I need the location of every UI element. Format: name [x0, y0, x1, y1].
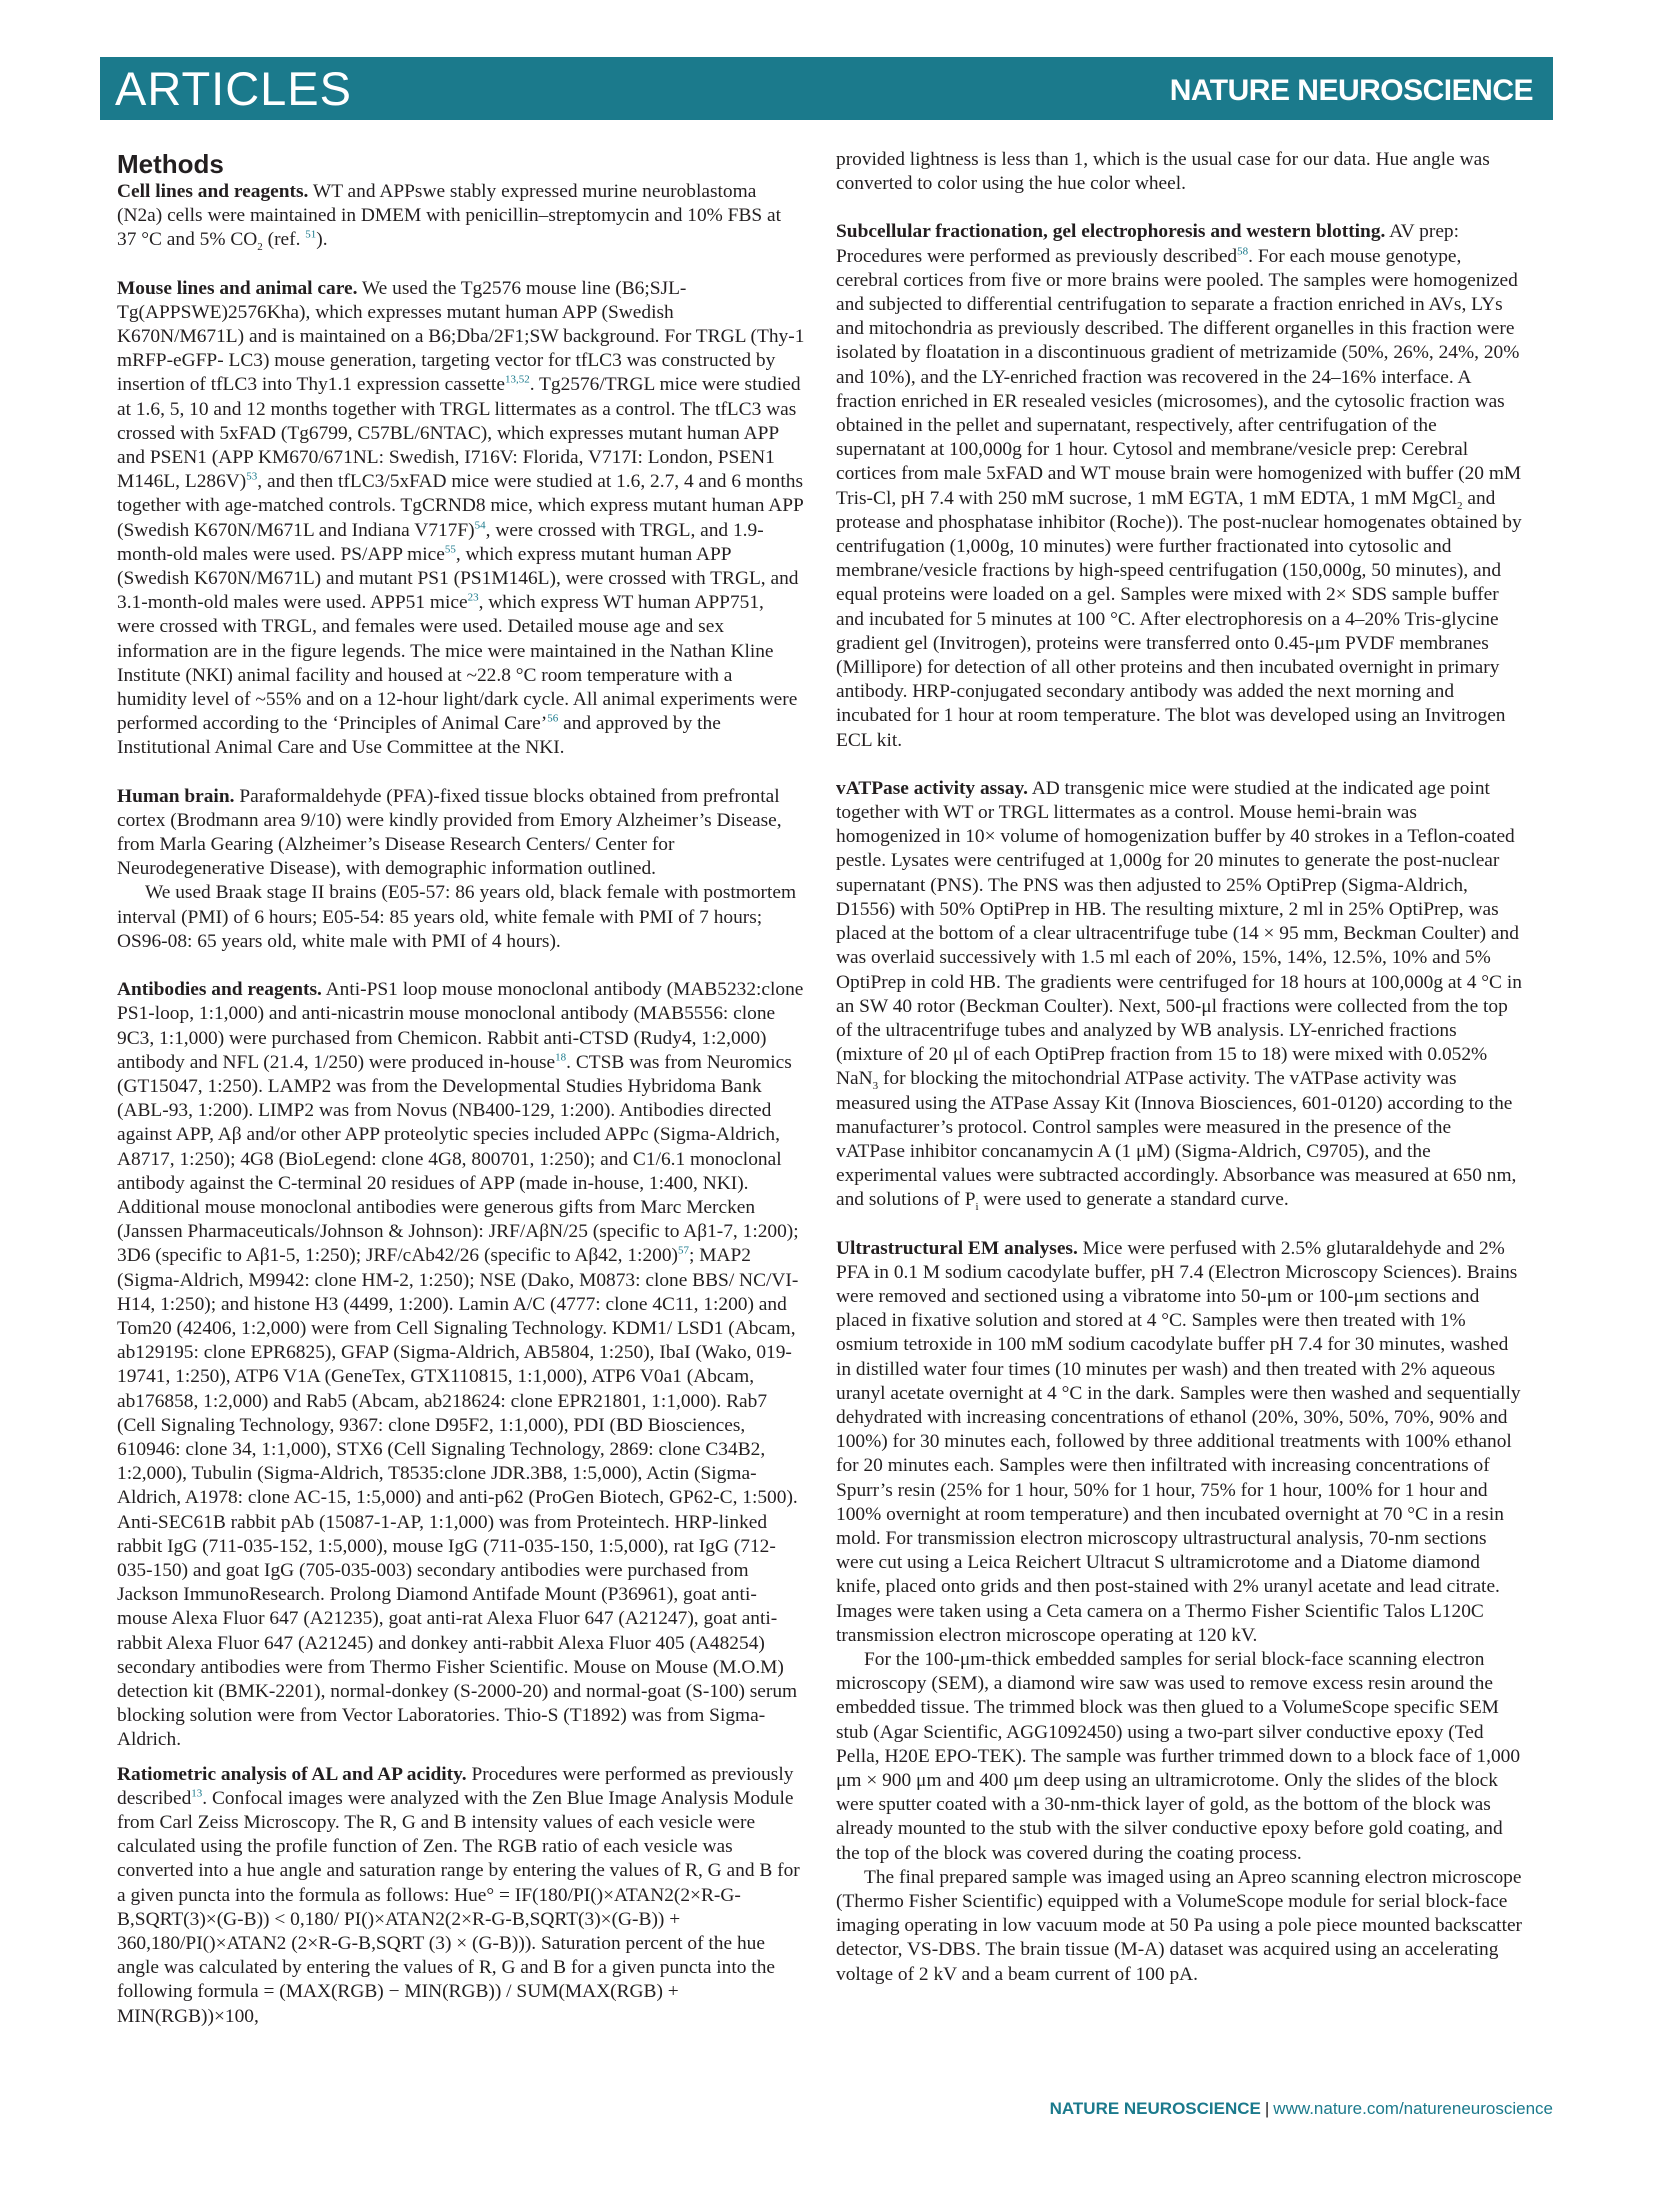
para-text: ; MAP2 (Sigma-Aldrich, M9942: clone HM-2, 1:250); NSE (Dako, M0873: clone BBS/ NC/VI-H14, 1:250); and histone H3 (4499, 1:200). Lamin A/C (4777: clone 4C11, 1:200) and Tom20 (42406, 1:2,000) were from Cell Signaling Technology. KDM1/ LSD1 (Abcam, ab129195: clone EPR6825), GFAP (Sigma-Aldrich, AB5804, 1:250), IbaI (Wako, 019-19741, 1:250), ATP6 V1A (GeneTex, GTX110815, 1:1,000), ATP6 V0a1 (Abcam, ab176858, 1:2,000) and Rab5 (Abcam, ab218624: clone EPR21801, 1:1,000). Rab7 (Cell Signaling Technology, 9367: clone D95F2, 1:1,000), PDI (BD Biosciences, 610946: clone 34, 1:1,000), STX6 (Cell Signaling Technology, 2869: clone C34B2, 1:2,000), Tubulin (Sigma-Aldrich, T8535:clone JDR.3B8, 1:5,000), Actin (Sigma-Aldrich, A1978: clone AC-15, 1:5,000) and anti-p62 (ProGen Biotech, GP62-C, 1:500). Anti-SEC61B rabbit pAb (15087-1-AP, 1:1,000) was from Proteintech. HRP-linked rabbit IgG (711-035-152, 1:5,000), mouse IgG (711-035-150, 1:5,000), rat IgG (712-035-150) and goat IgG (705-035-003) secondary antibodies were purchased from Jackson ImmunoResearch. Prolong Diamond Antifade Mount (P36961), goat anti-mouse Alexa Fluor 647 (A21235), goat anti-rat Alexa Fluor 647 (A21247), goat anti-rabbit Alexa Fluor 647 (A21245) and donkey anti-rabbit Alexa Fluor 405 (A48254) secondary antibodies were from Thermo Fisher Scientific. Mouse on Mouse (M.O.M) detection kit (BMK-2201), normal-donkey (S-2000-20) and normal-goat (S-100) serum blocking solution were from Vector Laboratories. Thio-S (T1892) was from Sigma-Aldrich.	[117, 1245, 799, 1751]
mouse-lines-paragraph	[117, 277, 805, 761]
section-label: ARTICLES	[115, 62, 352, 115]
para-text: Anti-PS1 loop mouse monoclonal antibody (MAB5232:clone PS1-loop, 1:1,000) and anti-nicastrin mouse monoclonal antibody (MAB5556: clone 9C3, 1:1,000) were purchased from Chemicon. Rabbit anti-CTSD (Rudy4, 1:2,000) antibody and NFL (21.4, 1/250) were produced in-house	[117, 979, 804, 1073]
para-heading: Cell lines and reagents.	[117, 181, 309, 202]
para-text: AV prep: Procedures were performed as previously described	[836, 221, 1460, 267]
para-text: AD transgenic mice were studied at the indicated age point together with WT or TRGL littermates as a control. Mouse hemi-brain was homogenized in 10× volume of homogenization buffer by 40 strokes in a Teflon-coated pestle. Lysates were centrifuged at 1,000g for 20 minutes to generate the post-nuclear supernatant (PNS). The PNS was then adjusted to 25% OptiPrep (Sigma-Aldrich, D1556) with 50% OptiPrep in HB. The resulting mixture, 2 ml in 25% OptiPrep, was placed at the bottom of a clear ultracentrifuge tube (14 × 95 mm, Beckman Coulter) and was overlaid successively with 1.5 ml each of 20%, 15%, 14%, 12.5%, 10% and 5% OptiPrep in cold HB. The gradients were centrifuged for 18 hours at 100,000g at 4 °C in an SW 40 rotor (Beckman Coulter). Next, 500-μl fractions were collected from the top of the ultracentrifuge tubes and analyzed by WB analysis. LY-enriched fractions (mixture of 20 μl of each OptiPrep fraction from 15 to 18) were mixed with 0.052% NaN	[836, 777, 1522, 1090]
footer-separator: |	[1264, 2099, 1270, 2118]
cell-lines-paragraph	[117, 180, 805, 253]
human-brain-paragraph	[117, 785, 805, 882]
reference-link[interactable]: 54	[474, 519, 486, 532]
sem-paragraph: For the 100-μm-thick embedded samples for serial block-face scanning electron microscopy (SEM), a diamond wire saw was used to remove excess resin around the embedded tissue. The trimmed block was then glued to a VolumeScope specific SEM stub (Agar Scientific, AGG1092450) using a two-part silver conductive epoxy (Ted Pella, H20E EPO-TEK). The sample was further trimmed down to a block face of 1,000 μm × 900 μm and 400 μm deep using an ultramicrotome. Only the slides of the block were sputter coated with a 30-nm-thick layer of gold, as the bottom of the block was already mounted to the stub with the silver conductive epoxy before gold coating, and the top of the block was covered during the coating process.	[836, 1648, 1521, 1864]
para-text: WT and APPswe stably expressed murine neuroblastoma (N2a) cells were maintained in DMEM with penicillin–streptomycin and 10% FBS at 37 °C and 5% CO	[117, 181, 781, 251]
subscript: 2	[257, 241, 263, 254]
para-heading: Human brain.	[117, 785, 235, 807]
continued-paragraph: provided lightness is less than 1, which is the usual case for our data. Hue angle was converted to color using the hue color wheel.	[836, 149, 1490, 195]
page-footer	[1050, 2099, 1553, 2119]
reference-link[interactable]: 53	[246, 470, 258, 483]
para-text: . Tg2576/TRGL mice were studied at 1.6, 5, 10 and 12 months together with TRGL littermates as a control. The tfLC3 was crossed with 5xFAD (Tg6799, C57BL/6NTAC), which expresses mutant human APP and PSEN1 (APP KM670/671NL: Swedish, I716V: Florida, V717I: London, PSEN1 M146L, L286V)	[117, 374, 801, 493]
antibodies-paragraph	[117, 978, 805, 1753]
reference-link[interactable]: 13,52	[504, 373, 530, 386]
para-text: . CTSB was from Neuromics (GT15047, 1:250). LAMP2 was from the Developmental Studies Hybridoma Bank (ABL-93, 1:200). LIMP2 was from Novus (NB400-129, 1:200). Antibodies directed against APP, Aβ and/or other APP proteolytic species included APPc (Sigma-Aldrich, A8717, 1:250); 4G8 (BioLegend: clone 4G8, 800701, 1:250); and C1/6.1 monoclonal antibody against the C-terminal 20 residues of APP (made in-house, 1:400, NKI). Additional mouse monoclonal antibodies were generous gifts from Marc Mercken (Janssen Pharmaceuticals/Johnson & Johnson): JRF/AβN/25 (specific to Aβ1-7, 1:200); 3D6 (specific to Aβ1-5, 1:250); JRF/cAb42/26 (specific to Aβ42, 1:200)	[117, 1051, 799, 1267]
subscript: 2	[1457, 499, 1463, 512]
para-heading: Subcellular fractionation, gel electrophoresis and western blotting.	[836, 221, 1386, 243]
subscript: i	[975, 1201, 979, 1214]
para-heading: Ultrastructural EM analyses.	[836, 1237, 1078, 1259]
footer-url[interactable]: www.nature.com/natureneuroscience	[1273, 2099, 1553, 2118]
para-text: . For each mouse genotype, cerebral cortices from five or more brains were pooled. The samples were homogenized and subjected to differential centrifugation to separate a fraction enriched in AVs, LYs and mitochondria as previously described. The different organelles in this fraction were isolated by floatation in a discontinuous gradient of metrizamide (50%, 26%, 24%, 20% and 10%), and the LY-enriched fraction was recovered in the 24–16% interface. A fraction enriched in ER resealed vesicles (microsomes), and the cytosolic fraction was obtained in the pellet and supernatant, respectively, after centrifugation of the supernatant at 100,000g for 1 hour. Cytosol and membrane/vesicle prep: Cerebral cortices from male 5xFAD and WT mouse brain were homogenized with buffer (20 mM Tris-Cl, pH 7.4 with 250 mM sucrose, 1 mM EGTA, 1 mM EDTA, 1 mM MgCl	[836, 245, 1522, 509]
subscript: 3	[872, 1080, 879, 1093]
reference-link[interactable]: 56	[547, 712, 559, 725]
vatpase-paragraph	[836, 777, 1524, 1213]
right-column	[836, 148, 1524, 1987]
methods-heading: Methods	[117, 149, 224, 179]
para-text: , which express mutant human APP (Swedish K670N/M671L) and mutant PS1 (PS1M146L), were crossed with TRGL, and 3.1-month-old males were used. APP51 mice	[117, 543, 799, 614]
para-text: Procedures were performed as previously described	[117, 1763, 794, 1809]
footer-journal: NATURE NEUROSCIENCE	[1049, 2099, 1261, 2118]
para-heading: vATPase activity assay.	[836, 777, 1028, 799]
para-text: Paraformaldehyde (PFA)-fixed tissue blocks obtained from prefrontal cortex (Brodmann area 9/10) were kindly provided from Emory Alzheimer’s Disease, from Marla Gearing (Alzheimer’s Disease Research Centers/ Center for Neurodegenerative Disease), with demographic information outlined.	[117, 785, 782, 880]
ratiometric-paragraph	[117, 1763, 805, 2029]
journal-name: NATURE NEUROSCIENCE	[1169, 74, 1533, 107]
reference-link[interactable]: 18	[555, 1051, 567, 1064]
imaging-paragraph: The final prepared sample was imaged using an Apreo scanning electron microscope (Thermo Fisher Scientific) equipped with a VolumeScope module for serial block-face imaging operating in low vacuum mode at 50 Pa using a pole piece mounted backscatter detector, VS-DBS. The brain tissue (M-A) dataset was acquired using an accelerating voltage of 2 kV and a beam current of 100 pA.	[836, 1866, 1523, 1985]
para-heading: Ratiometric analysis of AL and AP acidity.	[117, 1763, 467, 1785]
em-paragraph	[836, 1237, 1524, 1648]
para-text: , and then tfLC3/5xFAD mice were studied at 1.6, 2.7, 4 and 6 months together with age-matched controls. TgCRND8 mice, which express mutant human APP (Swedish K670N/M671L and Indiana V717F)	[117, 471, 804, 541]
para-text: We used the Tg2576 mouse line (B6;SJL-Tg(APPSWE)2576Kha), which expresses mutant human APP (Swedish K670N/M671L) and is maintained on a B6;Dba/2F1;SW background. For TRGL (Thy-1 mRFP-eGFP- LC3) mouse generation, targeting vector for tfLC3 was constructed by insertion of tfLC3 into Thy1.1 expression cassette	[117, 277, 805, 396]
para-heading: Mouse lines and animal care.	[117, 277, 358, 299]
para-text: ).	[316, 229, 328, 251]
header-banner	[100, 57, 1553, 120]
reference-link[interactable]: 23	[467, 591, 479, 604]
reference-link[interactable]: 13	[191, 1787, 203, 1800]
reference-link[interactable]: 51	[305, 228, 317, 241]
para-text: and protease and phosphatase inhibitor (Roche)). The post-nuclear homogenates obtained by centrifugation (1,000g, 10 minutes) were further fractionated into cytosolic and membrane/vesicle fractions by high-speed centrifugation (150,000g, 50 minutes), and equal proteins were loaded on a gel. Samples were mixed with 2× SDS sample buffer and incubated for 5 minutes at 100 °C. After electrophoresis on a 4–20% Tris-glycine gradient gel (Invitrogen), proteins were transferred onto 0.45-μm PVDF membranes (Millipore) for detection of all other proteins and then incubated overnight in primary antibody. HRP-conjugated secondary antibody was added the next morning and incubated for 1 hour at room temperature. The blot was developed using an Invitrogen ECL kit.	[836, 487, 1522, 751]
para-text: , were crossed with TRGL, and 1.9-month-old males were used. PS/APP mice	[117, 519, 764, 565]
para-text: were used to generate a standard curve.	[978, 1189, 1289, 1211]
reference-link[interactable]: 55	[444, 543, 456, 556]
reference-link[interactable]: 58	[1237, 245, 1249, 258]
para-text: and approved by the Institutional Animal Care and Use Committee at the NKI.	[117, 713, 721, 759]
para-text: (ref.	[262, 229, 306, 251]
para-heading: Antibodies and reagents.	[117, 979, 322, 1001]
para-text: . Confocal images were analyzed with the Zen Blue Image Analysis Module from Carl Zeiss Microscopy. The R, G and B intensity values of each vesicle were calculated using the profile function of Zen. The RGB ratio of each vesicle was converted into a hue angle and saturation range by entering the values of R, G and B for a given puncta into the formula as follows: Hue° = IF(180/PI()×ATAN2(2×R-G-B,SQRT(3)×(G-B)) < 0,180/ PI()×ATAN2(2×R-G-B,SQRT(3)×(G-B)) + 360,180/PI()×ATAN2 (2×R-G-B,SQRT (3) × (G-B))). Saturation percent of the hue angle was calculated by entering the values of R, G and B for a given puncta into the following formula = (MAX(RGB) − MIN(RGB)) / SUM(MAX(RGB) + MIN(RGB))×100,	[117, 1787, 800, 2027]
para-text: for blocking the mitochondrial ATPase activity. The vATPase activity was measured using the ATPase Assay Kit (Innova Biosciences, 601-0120) according to the manufacturer’s protocol. Control samples were measured in the presence of the vATPase inhibitor concanamycin A (1 μM) (Sigma-Aldrich, C9705), and the experimental values were subtracted accordingly. Absorbance was measured at 650 nm, and solutions of P	[836, 1068, 1517, 1211]
para-text: Mice were perfused with 2.5% glutaraldehyde and 2% PFA in 0.1 M sodium cacodylate buffer, pH 7.4 (Electron Microscopy Sciences). Brains were removed and sectioned using a vibratome into 50-μm or 100-μm sections and placed in fixative solution and stored at 4 °C. Samples were then treated with 1% osmium tetroxide in 100 mM sodium cacodylate buffer pH 7.4 for 30 minutes, washed in distilled water four times (10 minutes per wash) and then treated with 2% aqueous uranyl acetate overnight at 4 °C in the dark. Samples were then washed and sequentially dehydrated with increasing concentrations of ethanol (20%, 30%, 50%, 70%, 90% and 100%) for 30 minutes each, followed by three additional treatments with 100% ethanol for 20 minutes each. Samples were then infiltrated with increasing concentrations of Spurr’s resin (25% for 1 hour, 50% for 1 hour, 75% for 1 hour, 100% for 1 hour and 100% overnight at room temperature) and then incubated overnight at 70 °C in a resin mold. For transmission electron microscopy ultrastructural analysis, 70-nm sections were cut using a Leica Reichert Ultracut S ultramicrotome and a Diatome diamond knife, placed onto grids and then post-stained with 2% uranyl acetate and lead citrate. Images were taken using a Ceta camera on a Thermo Fisher Scientific Talos L120C transmission electron microscope operating at 120 kV.	[836, 1237, 1521, 1646]
fractionation-paragraph	[836, 220, 1524, 752]
reference-link[interactable]: 57	[677, 1244, 689, 1257]
braak-paragraph: We used Braak stage II brains (E05-57: 86 years old, black female with postmortem interval (PMI) of 6 hours; E05-54: 85 years old, white female with PMI of 7 hours; OS96-08: 65 years old, white male with PMI of 4 hours).	[117, 882, 797, 952]
left-column	[117, 148, 805, 2029]
para-text: , which express WT human APP751, were crossed with TRGL, and females were used. Detailed mouse age and sex information are in the figure legends. The mice were maintained in the Nathan Kline Institute (NKI) animal facility and housed at ~22.8 °C room temperature with a humidity level of ~55% and on a 12-hour light/dark cycle. All animal experiments were performed according to the ‘Principles of Animal Care’	[117, 592, 798, 735]
